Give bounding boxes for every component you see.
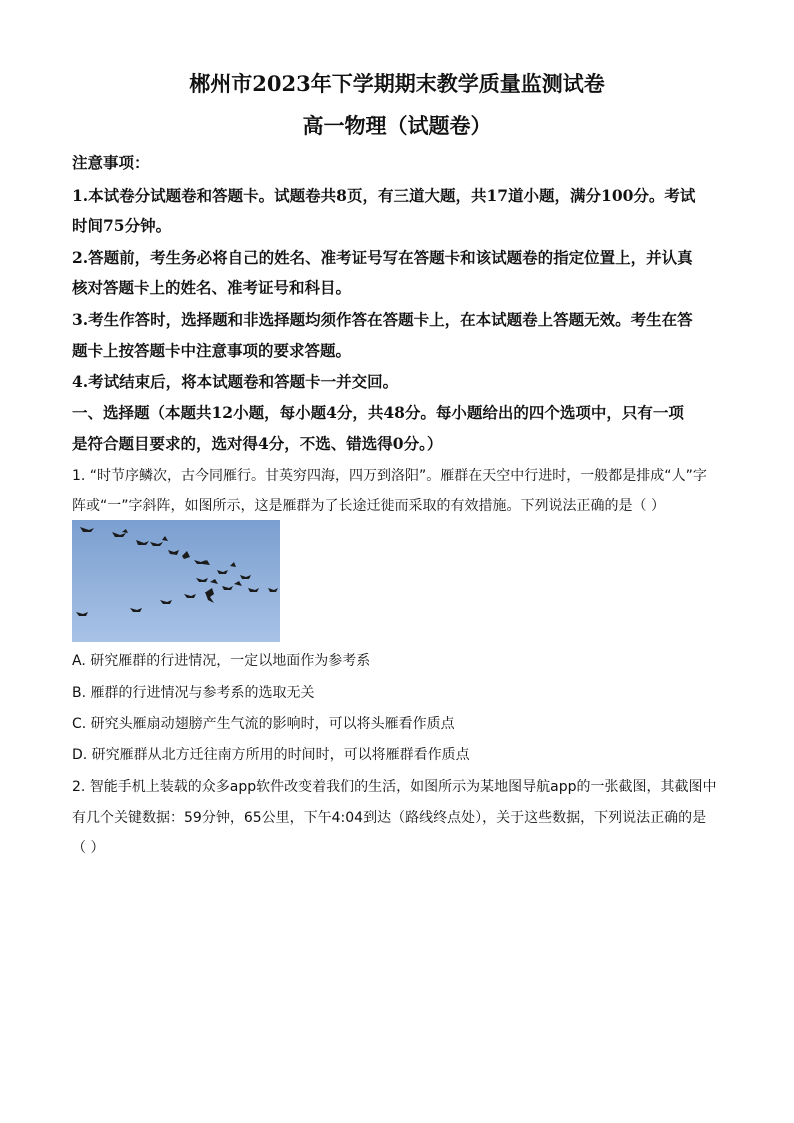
notice-line: 4.考试结束后，将本试题卷和答题卡一并交回。 — [72, 372, 399, 391]
notice-heading: 注意事项： — [72, 153, 150, 172]
question-2-text: 2. 智能手机上装载的众多app软件改变着我们的生活，如图所示为某地图导航app的一张截图，其截图中 — [72, 779, 717, 795]
notice-line: 题卡上按答题卡中注意事项的要求答题。 — [72, 341, 352, 360]
exam-title: 郴州市2023年下学期期末教学质量监测试卷 — [189, 71, 605, 96]
notice-line: 3.考生作答时，选择题和非选择题均须作答在答题卡上，在本试题卷上答题无效。考生在答 — [72, 310, 693, 329]
question-2-text: 有几个关键数据：59分钟，65公里，下午4:04到达（路线终点处），关于这些数据，下列说法正确的是 — [72, 810, 707, 826]
question-2-text: （ ） — [72, 840, 105, 856]
notice-line: 2.答题前，考生务必将自己的姓名、准考证号写在答题卡和该试题卷的指定位置上，并认真 — [72, 248, 693, 267]
option-d: D. 研究雁群从北方迁往南方所用的时间时，可以将雁群看作质点 — [72, 747, 470, 763]
option-b: B. 雁群的行进情况与参考系的选取无关 — [72, 685, 315, 701]
geese-flock-photo — [72, 520, 280, 642]
section-heading: 是符合题目要求的，选对得4分，不选、错选得0分。） — [72, 434, 443, 453]
question-1-text: 阵或“一”字斜阵，如图所示，这是雁群为了长途迁徙而采取的有效措施。下列说法正确的是（ ） — [72, 498, 665, 514]
notice-line: 核对答题卡上的姓名、准考证号和科目。 — [72, 278, 352, 297]
notice-line: 1.本试卷分试题卷和答题卡。试题卷共8页，有三道大题，共17道小题，满分100分。考试 — [72, 186, 696, 205]
notice-line: 时间75分钟。 — [72, 216, 172, 235]
exam-subtitle: 高一物理（试题卷） — [302, 113, 492, 138]
option-c: C. 研究头雁扇动翅膀产生气流的影响时，可以将头雁看作质点 — [72, 716, 455, 732]
section-heading: 一、选择题（本题共12小题，每小题4分，共48分。每小题给出的四个选项中，只有一项 — [72, 403, 684, 422]
question-1-text: 1. “时节序鳞次，古今同雁行。甘英穷四海，四万到洛阳”。雁群在天空中行进时，一般都是排成“人”字 — [72, 468, 707, 484]
geese-flock-illustration — [72, 520, 280, 642]
option-a: A. 研究雁群的行进情况，一定以地面作为参考系 — [72, 653, 371, 669]
